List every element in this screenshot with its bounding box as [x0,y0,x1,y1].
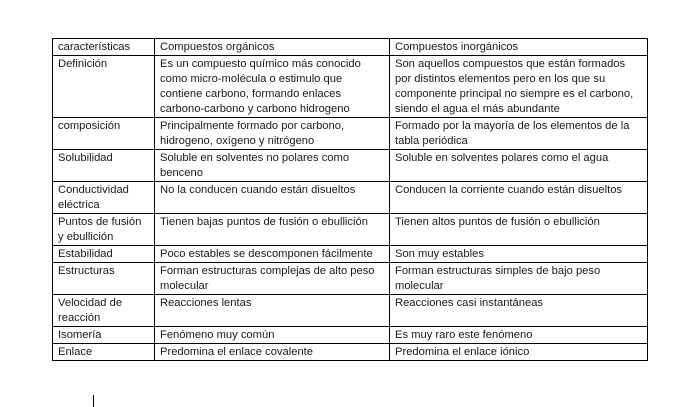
table-cell[interactable]: Tienen altos puntos de fusión o ebullición [390,214,648,246]
table-cell[interactable]: Fenómeno muy común [155,327,390,344]
header-cell[interactable]: características [53,39,155,56]
header-cell[interactable]: Compuestos inorgánicos [390,39,648,56]
table-cell[interactable]: Velocidad de reacción [53,295,155,327]
table-row [53,327,648,344]
table-cell[interactable]: composición [53,118,155,150]
table-cell[interactable]: Soluble en solventes polares como el agua [390,150,648,182]
table-row [53,182,648,214]
table-cell[interactable]: Forman estructuras complejas de alto peso molecular [155,263,390,295]
table-cell[interactable]: Forman estructuras simples de bajo peso molecular [390,263,648,295]
table-row [53,263,648,295]
table-cell[interactable]: Son muy estables [390,246,648,263]
table-row [53,150,648,182]
table-cell[interactable]: Tienen bajas puntos de fusión o ebullición [155,214,390,246]
table-row [53,56,648,118]
table-cell[interactable]: Puntos de fusión y ebullición [53,214,155,246]
table-cell[interactable]: Es muy raro este fenómeno [390,327,648,344]
table-cell[interactable]: Es un compuesto químico más conocido como micro-molécula o estimulo que contiene carbono, formando enlaces carbono-carbono y carbono hidrogeno [155,56,390,118]
table-cell[interactable]: Definición [53,56,155,118]
table-cell[interactable]: Solubilidad [53,150,155,182]
table-cell[interactable]: Conductividad eléctrica [53,182,155,214]
table-cell[interactable]: Principalmente formado por carbono, hidrogeno, oxígeno y nitrógeno [155,118,390,150]
table-cell[interactable]: Predomina el enlace covalente [155,344,390,361]
table-cell[interactable]: Formado por la mayoría de los elementos de la tabla periódica [390,118,648,150]
table-cell[interactable]: Poco estables se descomponen fácilmente [155,246,390,263]
table-cell[interactable]: Enlace [53,344,155,361]
table-cell[interactable]: Soluble en solventes no polares como benceno [155,150,390,182]
table-cell[interactable]: Predomina el enlace iónico [390,344,648,361]
table-row [53,214,648,246]
table-row [53,295,648,327]
table-cell[interactable]: Estabilidad [53,246,155,263]
comparison-table [52,38,648,361]
table-row [53,246,648,263]
table-row [53,344,648,361]
table-header-row [53,39,648,56]
table-cell[interactable]: Estructuras [53,263,155,295]
table-cell[interactable]: Isomería [53,327,155,344]
table-cell[interactable]: Son aquellos compuestos que están formados por distintos elementos pero en los que su componente principal no siempre es el carbono, siendo el agua el más abundante [390,56,648,118]
table-cell[interactable]: Reacciones casi instantáneas [390,295,648,327]
text-cursor [93,395,94,407]
header-cell[interactable]: Compuestos orgánicos [155,39,390,56]
table-row [53,118,648,150]
table-cell[interactable]: No la conducen cuando están disueltos [155,182,390,214]
table-cell[interactable]: Reacciones lentas [155,295,390,327]
table-cell[interactable]: Conducen la corriente cuando están disueltos [390,182,648,214]
